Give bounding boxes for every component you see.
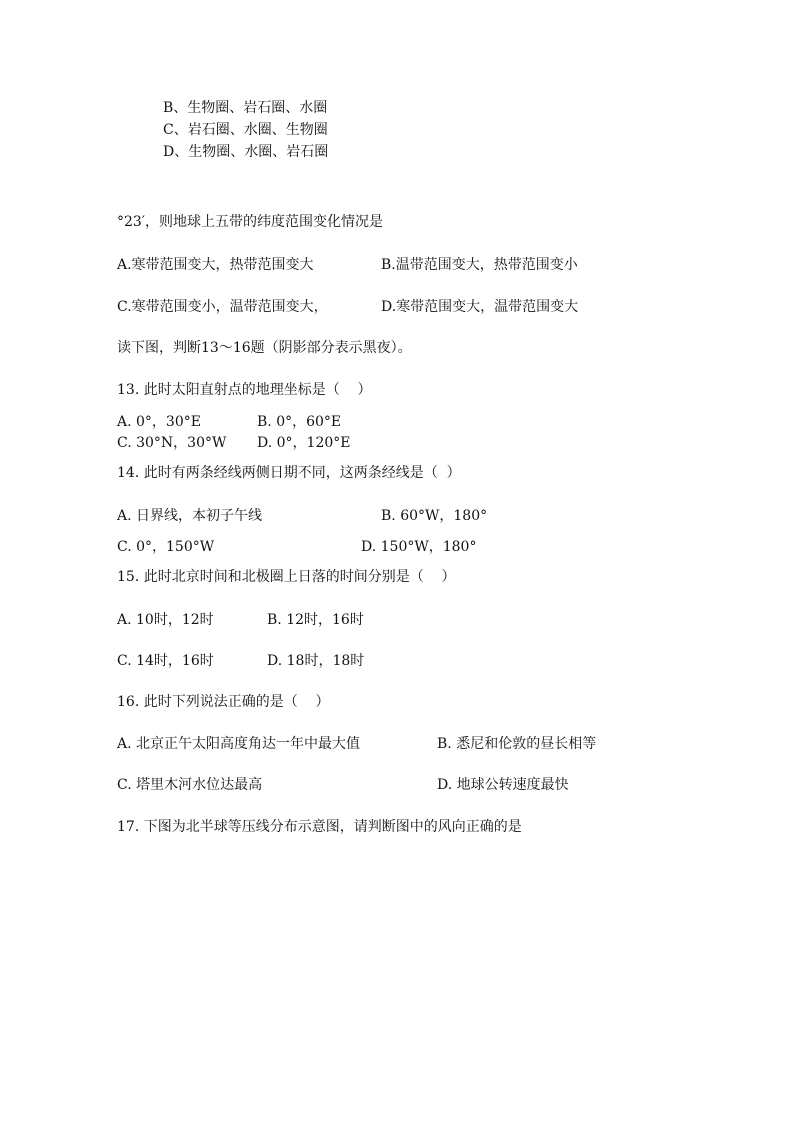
- q12-option-d: D.寒带范围变大，温带范围变大: [381, 299, 579, 315]
- q14-option-a: A. 日界线，本初子午线: [117, 508, 263, 524]
- q16-stem: 16. 此时下列说法正确的是（ ）: [117, 694, 330, 710]
- q14-option-d: D. 150°W，180°: [361, 539, 477, 555]
- q12-stem: °23′，则地球上五带的纬度范围变化情况是: [117, 214, 383, 230]
- q12-option-a: A.寒带范围变大，热带范围变大: [117, 257, 314, 273]
- prev-option-b: B、生物圈、岩石圈、水圈: [163, 100, 328, 116]
- q15-stem: 15. 此时北京时间和北极圈上日落的时间分别是（ ）: [117, 569, 456, 585]
- group-intro: 读下图，判断13～16题（阴影部分表示黑夜）。: [117, 340, 412, 356]
- q15-option-b: B. 12时，16时: [267, 612, 364, 628]
- q12-option-c: C.寒带范围变小，温带范围变大，: [117, 299, 328, 315]
- q17-stem: 17. 下图为北半球等压线分布示意图，请判断图中的风向正确的是: [117, 819, 522, 835]
- q16-option-a: A. 北京正午太阳高度角达一年中最大值: [117, 736, 361, 752]
- q13-option-a: A. 0°，30°E: [117, 414, 201, 430]
- q14-option-c: C. 0°，150°W: [117, 539, 215, 555]
- prev-option-c: C、岩石圈、水圈、生物圈: [163, 122, 328, 138]
- q15-option-a: A. 10时，12时: [117, 612, 214, 628]
- q13-option-d: D. 0°，120°E: [257, 435, 351, 451]
- q15-option-d: D. 18时，18时: [267, 653, 365, 669]
- q12-option-b: B.温带范围变大，热带范围变小: [381, 257, 578, 273]
- q13-stem: 13. 此时太阳直射点的地理坐标是（ ）: [117, 382, 372, 398]
- q16-option-d: D. 地球公转速度最快: [437, 777, 569, 793]
- q15-option-c: C. 14时，16时: [117, 653, 214, 669]
- prev-option-d: D、生物圈、水圈、岩石圈: [163, 144, 329, 160]
- q13-option-c: C. 30°N，30°W: [117, 435, 227, 451]
- q14-option-b: B. 60°W，180°: [381, 508, 488, 524]
- q16-option-b: B. 悉尼和伦敦的昼长相等: [437, 736, 597, 752]
- q14-stem: 14. 此时有两条经线两侧日期不同，这两条经线是（ ）: [117, 465, 461, 481]
- q16-option-c: C. 塔里木河水位达最高: [117, 777, 263, 793]
- q13-option-b: B. 0°，60°E: [257, 414, 342, 430]
